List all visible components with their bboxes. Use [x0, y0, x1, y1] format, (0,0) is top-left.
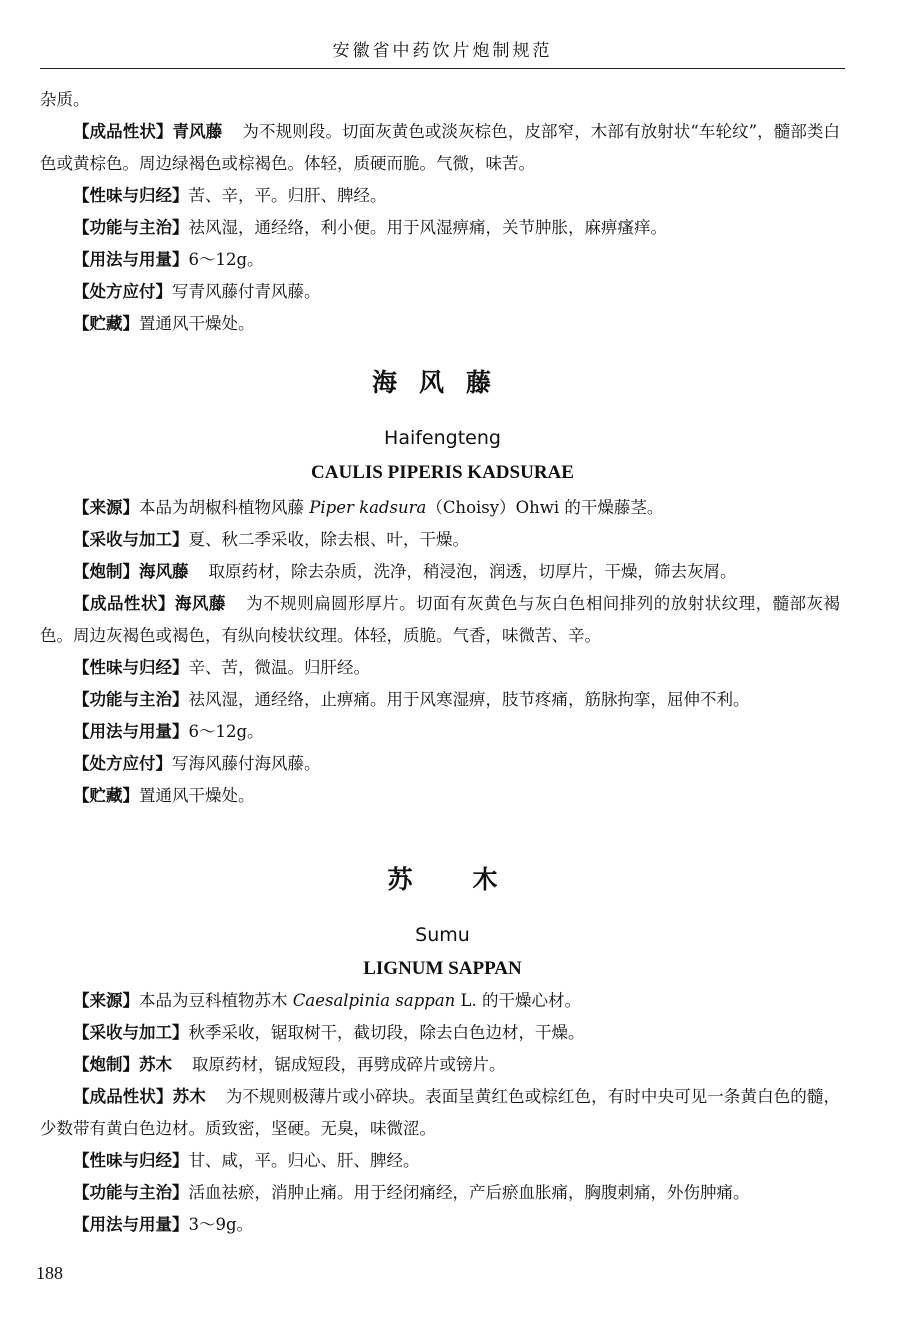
entry-term: 海风藤: [174, 594, 226, 613]
entry-dosage: [40, 1209, 840, 1241]
top-section: [40, 84, 840, 340]
entry-dosage: [40, 716, 840, 748]
entry-nature: [40, 180, 840, 212]
entry-label: 【成品性状】: [73, 1087, 173, 1106]
entry-label: 【采收与加工】: [73, 530, 189, 549]
entry-label: 【功能与主治】: [73, 218, 189, 237]
entry-text: 置通风干燥处。: [139, 314, 255, 333]
entry-text: 6～12g。: [188, 722, 264, 741]
monograph-title-cn: 苏木: [387, 865, 558, 894]
entry-appearance: [40, 1081, 840, 1145]
page-number: 188: [36, 1263, 63, 1283]
entry-term: 苏木: [139, 1055, 172, 1074]
entry-text: 活血祛瘀，消肿止痛。用于经闭痛经，产后瘀血胀痛，胸腹刺痛，外伤肿痛。: [188, 1183, 750, 1202]
running-header: 安徽省中药饮片炮制规范: [332, 41, 553, 61]
entry-label: 【成品性状】: [73, 122, 173, 141]
entry-label: 【处方应付】: [73, 754, 172, 773]
header-rule: [40, 68, 845, 69]
entry-nature: [40, 652, 840, 684]
entry-source: [40, 492, 840, 524]
entry-label: 【来源】: [73, 991, 139, 1010]
entry-text: 为不规则极薄片或小碎块。表面呈黄红色或棕红色，有时中央可见一条黄白色的髓，少数带有黄白色边材。质致密，坚硬。无臭，味微涩。: [40, 1087, 841, 1138]
entry-text: L. 的干燥心材。: [455, 991, 581, 1010]
entry-label: 【性味与归经】: [73, 186, 189, 205]
monograph-latin-name: CAULIS PIPERIS KADSURAE: [311, 462, 574, 483]
entry-appearance: [40, 588, 840, 652]
entry-label: 【性味与归经】: [73, 1151, 189, 1170]
entry-text: 为不规则段。切面灰黄色或淡灰棕色，皮部窄，木部有放射状“车轮纹”，髓部类白色或黄棕色。周边绿褐色或棕褐色。体轻，质硬而脆。气微，味苦。: [40, 122, 841, 173]
entry-text: 写青风藤付青风藤。: [172, 282, 321, 301]
species-name: Caesalpinia sappan: [292, 991, 456, 1010]
entry-label: 【性味与归经】: [73, 658, 189, 677]
monograph-body: [40, 492, 840, 812]
monograph-body: [40, 985, 840, 1241]
entry-label: 【成品性状】: [73, 594, 175, 613]
entry-function: [40, 212, 840, 244]
entry-text: 6～12g。: [188, 250, 264, 269]
entry-label: 【用法与用量】: [73, 1215, 189, 1234]
entry-term: 海风藤: [139, 562, 189, 581]
entry-label: 【功能与主治】: [73, 690, 189, 709]
entry-function: [40, 684, 840, 716]
entry-text: 3～9g。: [188, 1215, 254, 1234]
continuation-text: 杂质。: [40, 90, 90, 109]
entry-text: 本品为胡椒科植物风藤: [139, 498, 310, 517]
monograph-title-cn: 海风藤: [371, 368, 513, 397]
entry-source: [40, 985, 840, 1017]
entry-text: 置通风干燥处。: [139, 786, 255, 805]
entry-label: 【炮制】: [73, 562, 139, 581]
entry-processing: [40, 556, 840, 588]
entry-function: [40, 1177, 840, 1209]
entry-text: 为不规则扁圆形厚片。切面有灰黄色与灰白色相间排列的放射状纹理，髓部灰褐色。周边灰褐色或褐色，有纵向棱状纹理。体轻，质脆。气香，味微苦、辛。: [40, 594, 841, 645]
entry-text: 辛、苦，微温。归肝经。: [188, 658, 370, 677]
monograph-pinyin: Haifengteng: [384, 427, 501, 449]
entry-dosage: [40, 244, 840, 276]
entry-label: 【采收与加工】: [73, 1023, 189, 1042]
entry-text: 取原药材，除去杂质，洗净，稍浸泡，润透，切厚片，干燥，筛去灰屑。: [208, 562, 737, 581]
entry-text: 写海风藤付海风藤。: [172, 754, 321, 773]
species-name: Piper kadsura: [309, 498, 427, 517]
entry-storage: [40, 780, 840, 812]
entry-harvest: [40, 1017, 840, 1049]
entry-text: 取原药材，锯成短段，再劈成碎片或镑片。: [192, 1055, 506, 1074]
entry-text: 秋季采收，锯取树干，截切段，除去白色边材，干燥。: [188, 1023, 585, 1042]
entry-label: 【处方应付】: [73, 282, 172, 301]
entry-prescription: [40, 276, 840, 308]
entry-prescription: [40, 748, 840, 780]
entry-label: 【来源】: [73, 498, 139, 517]
monograph-pinyin: Sumu: [415, 924, 470, 946]
entry-storage: [40, 308, 840, 340]
entry-text: 本品为豆科植物苏木: [139, 991, 293, 1010]
entry-text: （Choisy）Ohwi 的干燥藤茎。: [426, 498, 664, 517]
entry-text: 祛风湿，通经络，止痹痛。用于风寒湿痹，肢节疼痛，筋脉拘挛，屈伸不利。: [188, 690, 750, 709]
entry-label: 【炮制】: [73, 1055, 139, 1074]
entry-processing: [40, 1049, 840, 1081]
entry-text: 苦、辛，平。归肝、脾经。: [188, 186, 387, 205]
entry-label: 【贮藏】: [73, 314, 139, 333]
entry-label: 【用法与用量】: [73, 722, 189, 741]
entry-nature: [40, 1145, 840, 1177]
entry-term: 青风藤: [172, 122, 223, 141]
entry-harvest: [40, 524, 840, 556]
entry-text: 夏、秋二季采收，除去根、叶，干燥。: [188, 530, 469, 549]
entry-label: 【功能与主治】: [73, 1183, 189, 1202]
entry-appearance: [40, 116, 840, 180]
entry-label: 【用法与用量】: [73, 250, 189, 269]
monograph-latin-name: LIGNUM SAPPAN: [363, 958, 522, 979]
entry-term: 苏木: [172, 1087, 206, 1106]
entry-label: 【贮藏】: [73, 786, 139, 805]
entry-text: 祛风湿，通经络，利小便。用于风湿痹痛，关节肿胀，麻痹瘙痒。: [188, 218, 667, 237]
entry-text: 甘、咸，平。归心、肝、脾经。: [188, 1151, 420, 1170]
